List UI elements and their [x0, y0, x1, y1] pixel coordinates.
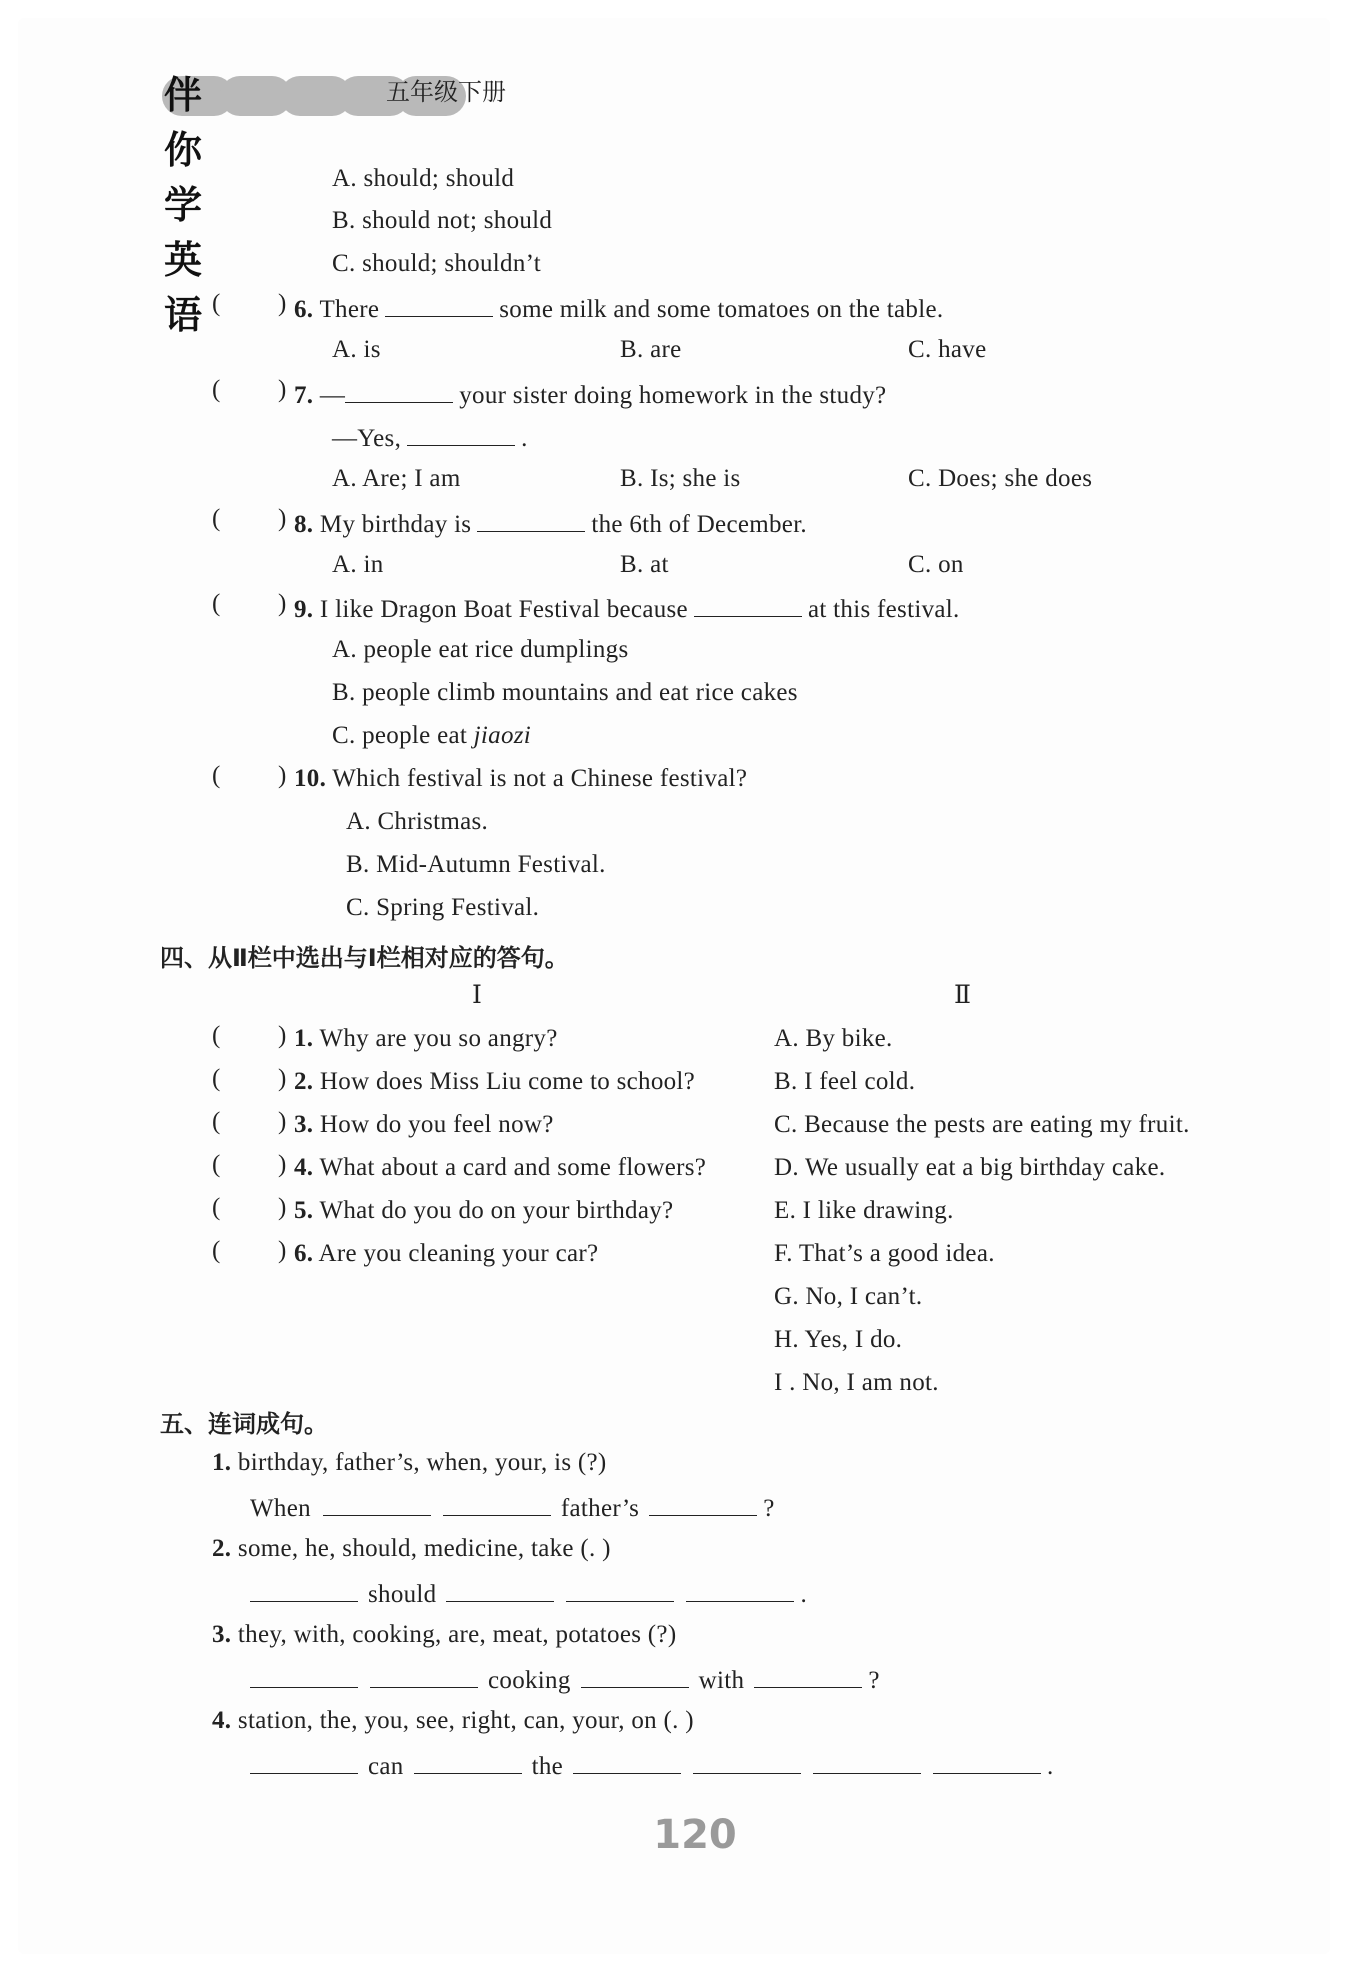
- s5-item-number: 2.: [212, 1535, 232, 1562]
- answer-blank[interactable]: [446, 1575, 554, 1602]
- s5-item-3-answer: [244, 1661, 880, 1698]
- q6-text-pre: There: [319, 296, 380, 323]
- answer-paren-open: (: [212, 1151, 221, 1178]
- s4-right-option: G. No, I can’t.: [774, 1283, 923, 1310]
- answer-blank[interactable]: [813, 1747, 921, 1774]
- answer-blank[interactable]: [250, 1575, 358, 1602]
- s4-item-text: How does Miss Liu come to school?: [319, 1068, 696, 1095]
- logo-text: 伴你学英语: [164, 73, 204, 337]
- q8-text-post: the 6th of December.: [591, 511, 807, 538]
- q10-text: Which festival is not a Chinese festival?: [332, 765, 748, 792]
- s4-item-text: How do you feel now?: [319, 1111, 554, 1138]
- answer-blank[interactable]: [573, 1747, 681, 1774]
- column-1-header: Ⅰ: [472, 982, 482, 1009]
- answer-paren-close: ): [278, 1108, 287, 1135]
- q10-option-c: C. Spring Festival.: [346, 894, 540, 921]
- s5-answer-end: ?: [868, 1667, 880, 1694]
- s4-left-item: [294, 1237, 598, 1271]
- answer-paren-close: ): [278, 1194, 287, 1221]
- s5-answer-end: ?: [763, 1495, 775, 1522]
- s4-right-option: A. By bike.: [774, 1025, 893, 1052]
- answer-blank[interactable]: [250, 1661, 358, 1688]
- q7-option-b: B. Is; she is: [620, 465, 741, 492]
- s5-item-4-answer: [244, 1747, 1054, 1784]
- q9-option-a: A. people eat rice dumplings: [332, 636, 629, 663]
- s4-item-number: 1.: [294, 1025, 314, 1052]
- s4-item-text: What about a card and some flowers?: [319, 1154, 707, 1181]
- q5-option-b: B. should not; should: [332, 207, 553, 234]
- answer-paren-close: ): [278, 1237, 287, 1264]
- answer-paren-open: (: [212, 762, 221, 789]
- q6-text-post: some milk and some tomatoes on the table.: [499, 296, 944, 323]
- q9-option-b: B. people climb mountains and eat rice cakes: [332, 679, 798, 706]
- s5-answer-word: can: [368, 1753, 404, 1780]
- s5-item-words: station, the, you, see, right, can, your, on (. ): [237, 1707, 694, 1734]
- q5-option-a: A. should; should: [332, 165, 515, 192]
- section4-title: 四、从Ⅱ栏中选出与Ⅰ栏相对应的答句。: [160, 944, 569, 972]
- grade-label: 五年级下册: [386, 78, 506, 106]
- answer-paren-close: ): [278, 590, 287, 617]
- q9-number: 9.: [294, 596, 314, 623]
- answer-paren-open: (: [212, 290, 221, 317]
- s5-item-words: some, he, should, medicine, take (. ): [237, 1535, 611, 1562]
- q7-answer-line: [332, 419, 528, 456]
- q8-question: [294, 505, 807, 542]
- q6-option-c: C. have: [908, 336, 987, 363]
- q10-number: 10.: [294, 765, 327, 792]
- q8-text-pre: My birthday is: [319, 511, 472, 538]
- answer-blank[interactable]: [250, 1747, 358, 1774]
- answer-blank[interactable]: [323, 1489, 431, 1516]
- q5-option-c: C. should; shouldn’t: [332, 250, 542, 277]
- q8-option-a: A. in: [332, 551, 384, 578]
- answer-paren-open: (: [212, 1237, 221, 1264]
- answer-blank[interactable]: [686, 1575, 794, 1602]
- s5-item-4-words: [212, 1704, 694, 1738]
- q6-question: [294, 290, 943, 327]
- s5-answer-word: with: [698, 1667, 745, 1694]
- answer-blank[interactable]: [581, 1661, 689, 1688]
- s4-left-item: [294, 1194, 673, 1228]
- q9-question: [294, 590, 960, 627]
- section5-title: 五、连词成句。: [160, 1410, 328, 1438]
- q9-option-c-italic: jiaozi: [473, 722, 532, 749]
- answer-blank[interactable]: [566, 1575, 674, 1602]
- s5-answer-word: When: [250, 1495, 311, 1522]
- answer-paren-close: ): [278, 1151, 287, 1178]
- q10-question: [294, 762, 747, 796]
- s4-left-item: [294, 1151, 706, 1185]
- answer-paren-close: ): [278, 1065, 287, 1092]
- s4-item-number: 3.: [294, 1111, 314, 1138]
- answer-blank[interactable]: [649, 1489, 757, 1516]
- q9-text-post: at this festival.: [807, 596, 960, 623]
- answer-paren-open: (: [212, 376, 221, 403]
- q9-text-pre: I like Dragon Boat Festival because: [319, 596, 688, 623]
- q6-number: 6.: [294, 296, 314, 323]
- q7-number: 7.: [294, 382, 314, 409]
- answer-blank[interactable]: [443, 1489, 551, 1516]
- answer-blank[interactable]: [754, 1661, 862, 1688]
- s4-right-option: B. I feel cold.: [774, 1068, 916, 1095]
- s4-right-option: F. That’s a good idea.: [774, 1240, 995, 1267]
- s4-right-option: C. Because the pests are eating my fruit.: [774, 1111, 1190, 1138]
- answer-paren-close: ): [278, 762, 287, 789]
- page-number: 120: [653, 1812, 737, 1858]
- q10-option-a: A. Christmas.: [346, 808, 489, 835]
- s4-item-number: 4.: [294, 1154, 314, 1181]
- q6-option-a: A. is: [332, 336, 381, 363]
- s5-item-1-answer: [250, 1489, 775, 1526]
- q9-option-c: [332, 719, 531, 753]
- s5-item-words: birthday, father’s, when, your, is (?): [237, 1449, 607, 1476]
- s5-answer-end: .: [1047, 1753, 1054, 1780]
- q7-answer-end: .: [521, 425, 528, 452]
- s4-item-text: What do you do on your birthday?: [319, 1197, 674, 1224]
- q7-question: [294, 376, 886, 413]
- s4-item-text: Why are you so angry?: [319, 1025, 558, 1052]
- column-2-header: Ⅱ: [954, 982, 971, 1009]
- answer-paren-open: (: [212, 1065, 221, 1092]
- q6-option-b: B. are: [620, 336, 682, 363]
- s4-item-number: 5.: [294, 1197, 314, 1224]
- s4-right-option: D. We usually eat a big birthday cake.: [774, 1154, 1166, 1181]
- answer-paren-open: (: [212, 505, 221, 532]
- s5-item-3-words: [212, 1618, 676, 1652]
- s4-item-number: 2.: [294, 1068, 314, 1095]
- answer-paren-close: ): [278, 1022, 287, 1049]
- q8-option-c: C. on: [908, 551, 964, 578]
- s4-left-item: [294, 1108, 554, 1142]
- s5-answer-end: .: [800, 1581, 808, 1608]
- q7-text-pre: —: [319, 382, 346, 409]
- answer-paren-close: ): [278, 376, 287, 403]
- s5-item-2-words: [212, 1532, 611, 1566]
- s4-right-option: H. Yes, I do.: [774, 1326, 903, 1353]
- q7-text-post: your sister doing homework in the study?: [459, 382, 887, 409]
- answer-blank[interactable]: [693, 1747, 801, 1774]
- s4-item-number: 6.: [294, 1240, 314, 1267]
- s5-item-number: 4.: [212, 1707, 232, 1734]
- answer-paren-open: (: [212, 1108, 221, 1135]
- q7-option-c: C. Does; she does: [908, 465, 1093, 492]
- answer-paren-close: ): [278, 290, 287, 317]
- s5-answer-word: father’s: [560, 1495, 640, 1522]
- s4-right-option: E. I like drawing.: [774, 1197, 954, 1224]
- answer-blank[interactable]: [477, 505, 585, 532]
- answer-paren-open: (: [212, 1194, 221, 1221]
- answer-blank[interactable]: [933, 1747, 1041, 1774]
- q8-number: 8.: [294, 511, 314, 538]
- s5-item-1-words: [212, 1446, 607, 1480]
- s4-left-item: [294, 1022, 558, 1056]
- answer-paren-close: ): [278, 505, 287, 532]
- answer-blank[interactable]: [385, 290, 493, 317]
- s5-item-words: they, with, cooking, are, meat, potatoes (?): [237, 1621, 677, 1648]
- answer-paren-open: (: [212, 1022, 221, 1049]
- answer-blank[interactable]: [694, 590, 802, 617]
- answer-blank[interactable]: [414, 1747, 522, 1774]
- s4-item-text: Are you cleaning your car?: [318, 1240, 599, 1267]
- s5-item-2-answer: [244, 1575, 807, 1612]
- s4-left-item: [294, 1065, 695, 1099]
- answer-paren-open: (: [212, 590, 221, 617]
- s5-answer-word: the: [531, 1753, 564, 1780]
- s4-right-option: I . No, I am not.: [774, 1369, 939, 1396]
- s5-answer-word: cooking: [488, 1667, 571, 1694]
- q7-option-a: A. Are; I am: [332, 465, 461, 492]
- answer-blank[interactable]: [345, 376, 453, 403]
- s5-item-number: 3.: [212, 1621, 232, 1648]
- q8-option-b: B. at: [620, 551, 669, 578]
- s5-item-number: 1.: [212, 1449, 232, 1476]
- q7-answer-pre: —Yes,: [332, 425, 402, 452]
- q9-option-c-text: C. people eat: [332, 722, 468, 749]
- s5-answer-word: should: [368, 1581, 437, 1608]
- answer-blank[interactable]: [370, 1661, 478, 1688]
- q10-option-b: B. Mid-Autumn Festival.: [346, 851, 606, 878]
- answer-blank[interactable]: [407, 419, 515, 446]
